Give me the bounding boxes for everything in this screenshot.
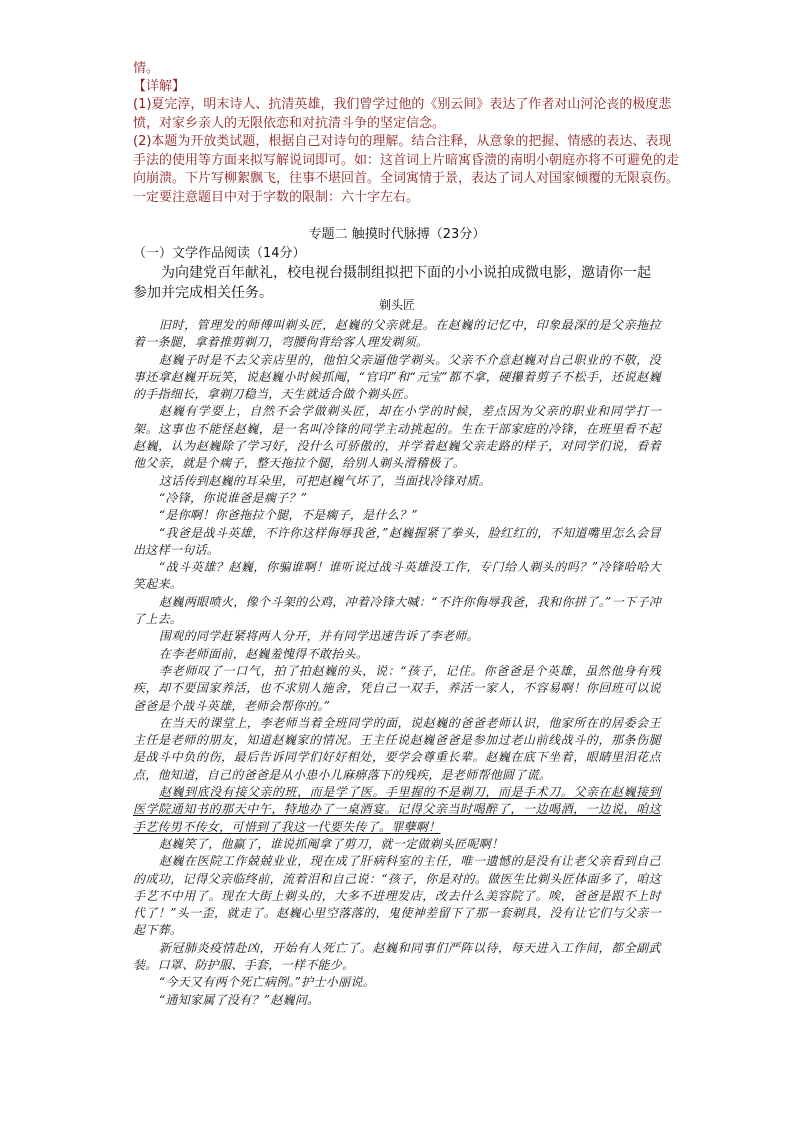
story-paragraph: 赵巍在医院工作兢兢业业，现在成了肝病科室的主任，唯一遗憾的是没有让老父亲看到自己的成功，记得父亲临终前，流着泪和自己说：“孩子，你是对的。做医生比剃头匠体面多了，咱这手艺不中用了。现在大街上剃头的，大多不进理发店，改去什么美容院了。唉，爸爸是跟不上时代了！”头一歪，就走了。赵巍心里空落落的，鬼使神差留下了那一套剃具，没有让它们与父亲一起下葬。 [133, 854, 661, 938]
story-paragraph: 李老师叹了一口气，拍了拍赵巍的头，说：“孩子，记住。你爸爸是个英雄，虽然他身有残疾，却不要国家养活，也不求别人施舍，凭自己一双手，养活一家人，不容易啊！你回班可以说爸爸是个战斗英雄，老师会帮你的。” [133, 663, 661, 713]
story-paragraph: “冷锋，你说谁爸是瘸子？” [159, 490, 308, 505]
story-paragraph: 赵巍子时是不去父亲店里的，他怕父亲逼他学剃头。父亲不介意赵巍对自己职业的不敬，没事还拿赵巍开玩笑，说赵巍小时候抓阄，“官印”和“元宝”都不拿，硬攥着剪子不松手，还说赵巍的手指细长，拿剃刀稳当，天生就适合做个剃头匠。 [133, 352, 661, 402]
detail-label: 【详解】 [133, 79, 186, 94]
story-paragraph: 旧时，管理发的师傅叫剃头匠，赵巍的父亲就是。在赵巍的记忆中，印象最深的是父亲拖拉着一条腿，拿着推剪剃刀，弯腰佝背给客人理发剃须。 [133, 318, 661, 350]
answer-tail [133, 60, 679, 79]
story-paragraph: “是你啊！你爸拖拉个腿，不是瘸子，是什么？” [159, 508, 418, 523]
story-paragraph-underlined: 赵巍到底没有接父亲的班，而是学了医。手里握的不是剃刀，而是手术刀。父亲在赵巍接到医学院通知书的那天中午，特地办了一桌酒宴。记得父亲当时喝醉了，一边喝酒，一边说，咱这手艺传男不传女，可惜到了我这一代要失传了。罪孽啊！ [133, 785, 661, 834]
section-title: 专题二 触摸时代脉搏（23分） [308, 227, 486, 242]
story-paragraph: 这话传到赵巍的耳朵里，可把赵巍气坏了，当面找冷锋对质。 [159, 473, 492, 488]
answer-tail-text: 情。 [133, 61, 160, 76]
story-paragraph: 赵巍两眼喷火，像个斗架的公鸡，冲着冷锋大喊：“不许你侮辱我爸，我和你拼了。”一下子冲了上去。 [133, 594, 661, 627]
story-title: 剃头匠 [378, 298, 415, 312]
story-paragraph: 在李老师面前，赵巍羞愧得不敢抬头。 [159, 646, 369, 661]
story-paragraph: 围观的同学赶紧将两人分开，并有同学迅速告诉了李老师。 [159, 629, 479, 644]
story-paragraph: 新冠肺炎疫情赴凶，开始有人死亡了。赵巍和同事们严阵以待，每天进入工作间，都全副武装。口罩、防护服、手套，一样不能少。 [133, 940, 661, 972]
story-paragraph: “我爸是战斗英雄，不许你这样侮辱我爸，”赵巍握紧了拳头，脸红红的，不知道嘴里怎么会冒出这样一句话。 [133, 525, 661, 557]
story-paragraph: “战斗英雄？赵巍，你骗谁啊！谁听说过战斗英雄没工作，专门给人剃头的吗？”冷锋哈哈大笑起来。 [133, 560, 661, 592]
story-paragraph: 在当天的课堂上，李老师当着全班同学的面，说赵巍的爸爸老师认识，他家所在的居委会王主任是老师的朋友，知道赵巍家的情况。王主任说赵巍爸爸是参加过老山前线战斗的，那条伤腿是战斗中负的伤，最后告诉同学们好好相处，要学会尊重长辈。赵巍在底下坐着，眼睛里泪花点点，他知道，自己的爸爸是从小患小儿麻痹落下的残疾，是老师帮他圆了谎。 [133, 715, 661, 782]
section-subtitle: （一）文学作品阅读（14分） [133, 246, 306, 261]
story-paragraph: “今天又有两个死亡病例。”护士小丽说。 [159, 975, 375, 990]
answer-block [133, 96, 679, 207]
story-paragraph: 赵巍有学要上，自然不会学做剃头匠，却在小学的时候，差点因为父亲的职业和同学打一架。这事也不能怪赵巍，是一名叫冷锋的同学主动挑起的。生在干部家庭的冷锋，在班里看不起赵巍，认为赵巍除了学习好，没什么可骄傲的，并学着赵巍父亲走路的样子，对同学们说，看着他父亲，就是个瘸子，整天拖拉个腿，给别人剃头滑稽极了。 [133, 404, 661, 471]
section-intro: 为向建党百年献礼，校电视台摄制组拟把下面的小小说拍成微电影，邀请你一起参加并完成相关任务。 [133, 265, 651, 301]
answer-2: (2)本题为开放类试题，根据自己对诗句的理解。结合注释，从意象的把握、情感的表达、表现手法的使用等方面来拟写解说词即可。如：这首词上片暗寓昏溃的南明小朝庭亦将不可避免的走向崩溃。下片写柳絮飘飞，往事不堪回首。全词寓情于景，表达了词人对国家倾覆的无限哀伤。一定要注意题目中对于字数的限制：六十字左右。 [133, 134, 680, 205]
answer-1: (1)夏完淳，明末诗人、抗清英雄，我们曾学过他的《别云间》表达了作者对山河沦丧的极度悲愤，对家乡亲人的无限依恋和对抗清斗争的坚定信念。 [133, 97, 672, 131]
story-body [133, 317, 661, 1009]
story-paragraph: 赵巍笑了，他赢了，谁说抓阄拿了剪刀，就一定做剃头匠呢啊！ [159, 836, 504, 851]
story-paragraph: “通知家属了没有？”赵巍问。 [159, 992, 320, 1007]
